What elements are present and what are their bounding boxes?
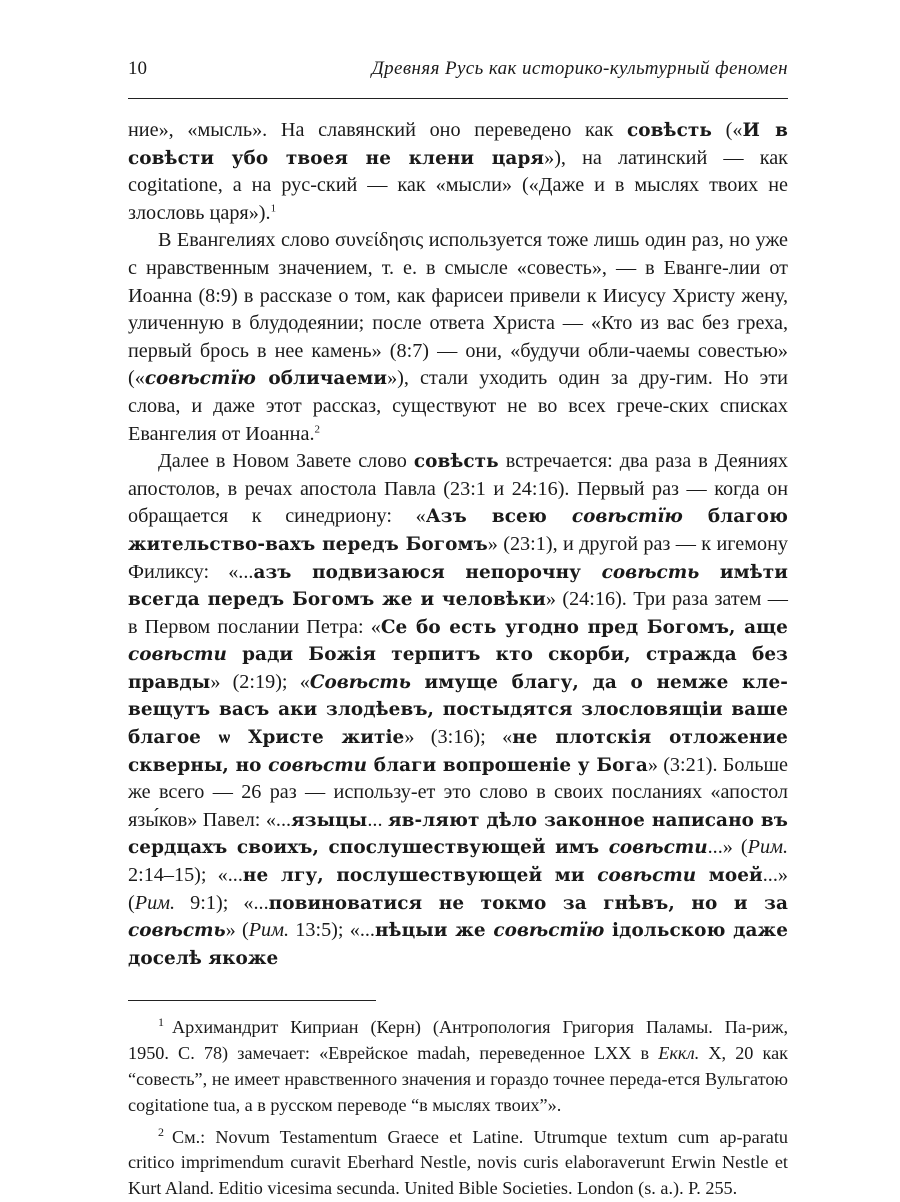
footnote-1 [128, 1015, 788, 1118]
paragraph-1 [128, 117, 788, 227]
text-run: » (23:1), и другой раз — к игемону Филиксу: «... [128, 532, 788, 583]
church-slavonic-text: совѣстїю [144, 368, 256, 390]
church-slavonic-text: языцы [291, 809, 368, 831]
church-slavonic-text: благою жительство-вахъ передъ Богомъ [128, 506, 788, 555]
main-text [128, 117, 788, 972]
footnote-text: Архимандрит Киприан (Керн) (Антропология Григория Паламы. Па-риж, 1950. С. 78) замечает: «Еврейское madah, переведенное LXX в [128, 1017, 788, 1064]
church-slavonic-text: ради Божія терпитъ кто скорби, стражда без правды [128, 644, 788, 693]
church-slavonic-text: имуще благу, да о немже кле-вещутъ васъ аки злодѣевъ, постыдятся злословящіи ваше благое ѡ Христе житіе [128, 671, 789, 749]
footnote-rule [128, 1000, 376, 1001]
church-slavonic-text: благи вопрошеніе у Бога [367, 754, 648, 776]
citation-abbrev: Рим. [134, 891, 176, 914]
text-run: ...» ( [128, 864, 788, 914]
text-run: ние», «мысль». На славянский оно переведено как [128, 119, 627, 141]
church-slavonic-text: совѣстїю [493, 920, 605, 942]
running-title: Древняя Русь как историко-культурный феномен [371, 58, 788, 79]
footnote-mark: 1 [158, 1015, 164, 1030]
church-slavonic-text: совѣсть [413, 451, 499, 473]
church-slavonic-text: Се бо есть угодно пред Богомъ, аще [380, 616, 788, 638]
church-slavonic-text: совѣсти [128, 644, 227, 666]
footnote-2 [128, 1125, 788, 1202]
text-run: » (3:16); « [404, 726, 513, 749]
text-run: » (3:21). Больше же всего — 26 раз — использу-ет это слово в своих посланиях «апостол язы́ков» Павел: «... [128, 753, 788, 831]
church-slavonic-text: азъ подвизаюся непорочну [253, 561, 602, 583]
text-run: »), стали уходить один за дру-гим. Но эти слова, и даже этот рассказ, существуют не во всех грече-ских списках Евангелия от Иоанна. [128, 367, 788, 445]
text-run: 2:14–15); «... [128, 864, 243, 887]
text-run: » (2:19); « [210, 670, 310, 693]
church-slavonic-text: нѣцыи же [374, 920, 494, 942]
church-slavonic-text: не плотскія отложение скверны, но [128, 727, 788, 776]
church-slavonic-text: И в совѣсти убо твоея не клени царя [128, 120, 788, 169]
text-run: В Евангелиях слово συνείδησις используется тоже лишь один раз, но уже с нравственным значением, т. е. в смысле «совесть», — в Еванге-лии от Иоанна (8:9) в рассказе о том, как фарисеи привели к Иисусу Христу жену, уличенную в блудодеянии; после ответа Христа — «Кто из вас без греха, первый брось в нее камень» (8:7) — они, «будучи обли-чаемы совестью» (« [128, 229, 788, 390]
church-slavonic-text: совѣсти [268, 754, 368, 776]
church-slavonic-text: повиноватися не токмо за гнѣвъ, но и за [268, 892, 788, 914]
text-run: 13:5); «... [289, 919, 375, 942]
church-slavonic-text: совѣсть [627, 120, 712, 141]
church-slavonic-text: обличаеми [255, 368, 388, 390]
footnote-mark: 2 [158, 1124, 164, 1139]
church-slavonic-text: яв-ляют дѣло законное написано въ сердцахъ своихъ, спослушествующей имъ [128, 809, 788, 859]
church-slavonic-text: Азъ всею [425, 506, 572, 528]
church-slavonic-text: совѣсть [128, 920, 226, 942]
church-slavonic-text: не лгу, послушествующей ми [242, 865, 598, 887]
text-run: 9:1); «... [175, 891, 269, 914]
church-slavonic-text: имѣти всегда передъ Богомъ же и человѣки [128, 561, 788, 611]
church-slavonic-text: совѣстїю [571, 506, 683, 528]
text-run: встречается: два раза в Деяниях апостолов, в речах апостола Павла (23:1 и 24:16). Первый раз — когда он обращается к синедриону: « [128, 450, 788, 528]
citation-abbrev: Еккл. [658, 1043, 700, 1064]
church-slavonic-text: Совѣсть [309, 671, 411, 693]
paragraph-3 [128, 448, 788, 972]
book-page [128, 58, 788, 1202]
footnote-ref[interactable]: 1 [270, 202, 277, 215]
footnote-text: X, 20 как “совесть”, не имеет нравственного значения и гораздо точнее переда-ется Вульгатою cogitatione tua, а в русском переводе “в мыслях твоих”». [128, 1043, 788, 1115]
footnote-ref[interactable]: 2 [314, 422, 320, 435]
text-run: Далее в Новом Завете слово [158, 450, 414, 473]
text-run: (« [711, 119, 743, 141]
text-run: » ( [225, 919, 249, 942]
church-slavonic-text: совѣсти [608, 837, 708, 859]
footnote-text: См.: Novum Testamentum Graece et Latine. Utrumque textum cum ap-paratu critico imprimendum curavit Eberhard Nestle, novis curis elaboraverunt Erwin Nestle et Kurt Aland. Editio vicesima secunda. United Bible Societies. London (s. a.). P. 255. [128, 1126, 788, 1199]
text-run: ...» ( [707, 836, 748, 859]
citation-abbrev: Рим. [248, 919, 290, 942]
text-run: ... [367, 808, 388, 831]
text-run: »), на латинский — как cogitatione, а на рус-ский — как «мысли» («Даже и в мыслях твоих не злословь царя»). [128, 146, 788, 224]
church-slavonic-text: совѣсти [597, 865, 697, 887]
header-rule [128, 98, 788, 99]
running-head [128, 58, 788, 88]
church-slavonic-text: моей [696, 865, 763, 887]
footnotes [128, 1015, 788, 1202]
church-slavonic-text: ідольскою даже доселѣ якоже [128, 920, 788, 969]
citation-abbrev: Рим. [747, 836, 788, 859]
paragraph-2 [128, 227, 788, 448]
text-run: » (24:16). Три раза затем — в Первом послании Петра: « [128, 588, 788, 638]
church-slavonic-text: совѣсть [601, 561, 700, 583]
page-number: 10 [128, 58, 147, 79]
